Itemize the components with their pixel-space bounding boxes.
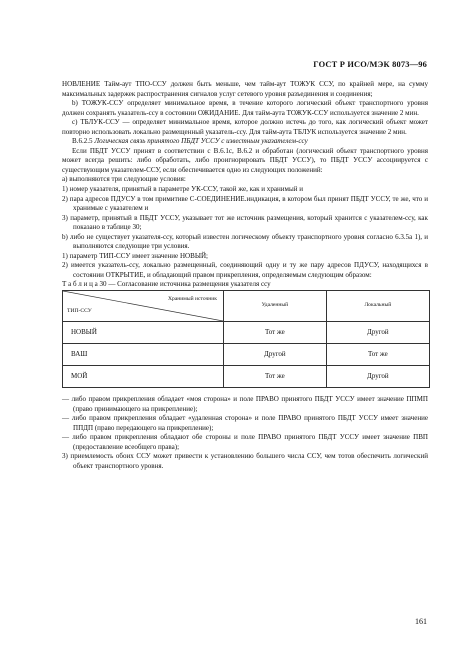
cell-remote: Тот же — [224, 366, 327, 388]
table-row — [63, 366, 430, 388]
table-row — [63, 322, 430, 344]
list-item: 3) приемлемость обоих ССУ может привести к установлению большего числа ССУ, чем тотов обеспечить логический объект транспортного уровня. — [62, 452, 428, 470]
row-type: МОЙ — [63, 366, 224, 388]
section-number: В.6.2.5 — [72, 137, 93, 146]
table-caption: Т а б л и ц а 30 — Согласование источника размещения указателя ссу — [62, 280, 271, 289]
page-number: 161 — [415, 617, 427, 626]
after-table-list — [62, 395, 428, 471]
table-corner-cell — [63, 291, 224, 322]
corner-top-label: Хранимый источник — [167, 296, 217, 303]
list-item: 3) параметр, принятый в ПБДТ УССУ, указывает тот же источник размещения, который хранится с указателем-ссу, как показано в таблице 30; — [62, 213, 428, 232]
cell-local: Тот же — [326, 344, 429, 366]
list-item: — либо правом прикрепления обладают обе стороны и поле ПРАВО принятого ПБДТ УССУ имеет значение ПВП (предоставление всеобщего права); — [62, 433, 428, 451]
cell-remote: Тот же — [224, 322, 327, 344]
document-body — [62, 80, 428, 471]
paragraph: c) ТБЛУК-ССУ — определяет минимальное время, которое должно истечь до того, как логический объект может повторно использовать локально размещенный указатель-ссу. Для тайм-аута ТБЛУК используется значение 2 мин. — [62, 118, 428, 136]
list-item: 1) номер указателя, принятый в параметре УК-ССУ, такой же, как и хранимый и — [62, 185, 304, 194]
column-header: Удаленный — [224, 291, 327, 322]
cell-remote: Другой — [224, 344, 327, 366]
corner-bottom-label: ТИП-ССУ — [67, 308, 92, 315]
section-title: Логическая связь принятого ПБДТ УССУ с известным указателем-ссу — [94, 137, 308, 146]
paragraph: НОВЛЕНИЕ Тайм-аут ТПО-ССУ должен быть меньше, чем тайм-аут ТОЖУК ССУ, по крайней мере, на сумму максимальных задержек распространения сигналов услуг сетевого уровня разъединения и соединения; — [62, 80, 428, 98]
paragraph: b) ТОЖУК-ССУ определяет минимальное время, в течение которого логический объект транспортного уровня должен сохранять указатель-ссу в состоянии ОЖИДАНИЕ. Для тайм-аута ТОЖУК-ССУ используется значение 2 мин. — [62, 99, 428, 117]
list-item: 2) имеется указатель-ссу, локально размещенный, соединяющий одну и ту же пару адресов ПДУСУ, находящихся в состоянии ОТКРЫТИЕ, и обладающий правом прикрепления, определяемым следующим образом: — [62, 261, 428, 279]
table-row — [63, 344, 430, 366]
list-item: b) либо не существует указателя-ссу, который известен логическому объекту транспортного уровня согласно 6.3.5a 1), и выполняются следующие три условия. — [62, 232, 428, 251]
list-item: 1) параметр ТИП-ССУ имеет значение НОВЫЙ; — [62, 251, 209, 260]
paragraph: Если ПБДТ УССУ принят в соответствии с В.6.1с, В.6.2 и обработан (логический объект транспортного уровня может всегда решить: либо обработать, либо проигнорировать ПБДТ УССУ), то ПБДТ УССУ ассоциируется с существующим указателем-ССУ, если обеспечивается одно из следующих положений: — [62, 146, 428, 174]
list-item: — либо правом прикрепления обладает «удаленная сторона» и поле ПРАВО принятого ПБДТ УССУ имеет значение ППДП (право передающего на прикрепление); — [62, 414, 428, 432]
cell-local: Другой — [326, 366, 429, 388]
cell-local: Другой — [326, 322, 429, 344]
list-item: 2) пара адресов ПДУСУ в том примитиве С-СОЕДИНЕНИЕ.индикация, в котором был принят ПБДТ УССУ, те же, что и хранимые с указателем и — [62, 194, 428, 213]
row-type: ВАШ — [63, 344, 224, 366]
section-heading — [62, 137, 428, 147]
row-type: НОВЫЙ — [63, 322, 224, 344]
document-header: ГОСТ Р ИСО/МЭК 8073—96 — [313, 60, 427, 69]
list-item: а) выполняются три следующие условия: — [62, 175, 186, 184]
allocation-table — [62, 290, 430, 388]
table-header-row — [63, 291, 430, 322]
list-item: — либо правом прикрепления обладает «моя сторона» и поле ПРАВО принятого ПБДТ УССУ имеет значение ППМП (право принимающего на прикрепление); — [62, 395, 428, 413]
column-header: Локальный — [326, 291, 429, 322]
